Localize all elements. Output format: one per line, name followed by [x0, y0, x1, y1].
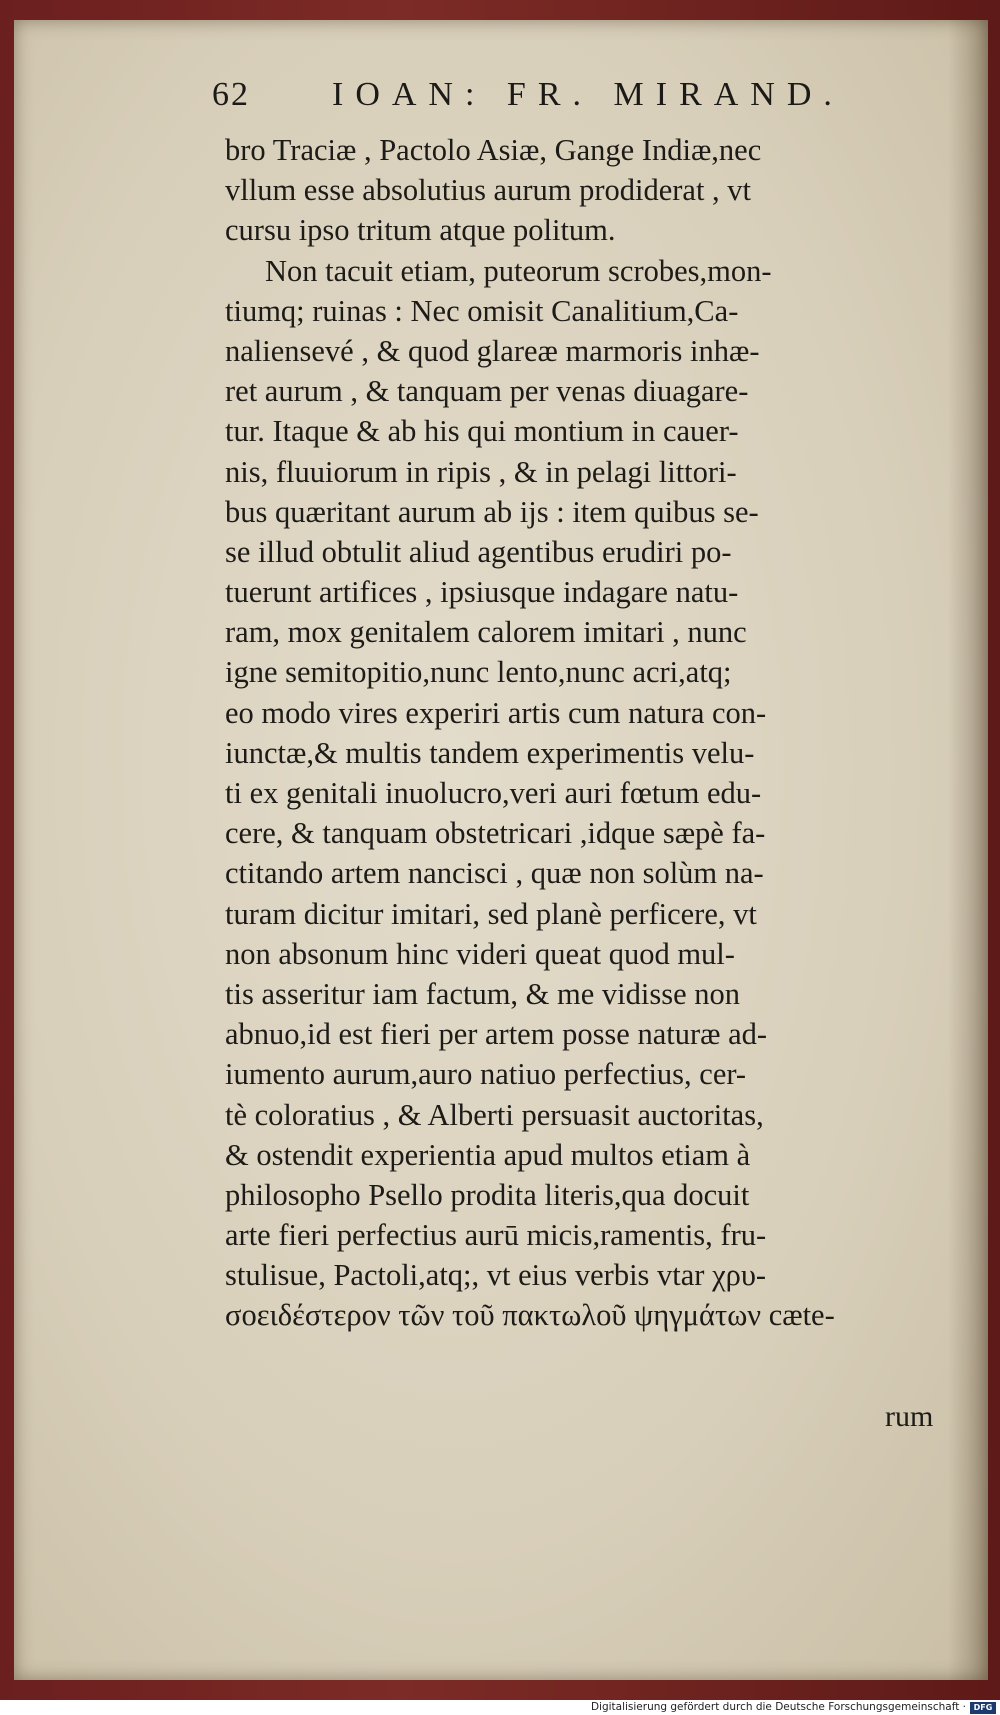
- text-line: igne semitopitio,nunc lento,nunc acri,atq;: [225, 655, 732, 690]
- dfg-logo: DFG: [970, 1702, 996, 1714]
- text-line: nis, fluuiorum in ripis , & in pelagi littori-: [225, 454, 737, 489]
- page-number: 62: [212, 76, 250, 113]
- text-line: se illud obtulit aliud agentibus erudiri po-: [225, 534, 732, 569]
- text-line: stulisue, Pactoli,atq;, vt eius verbis vtar χρυ-: [225, 1258, 767, 1293]
- text-line: arte fieri perfectius aurū micis,ramentis, fru-: [225, 1218, 767, 1253]
- text-line: naliensevé , & quod glareæ marmoris inhæ-: [225, 333, 760, 368]
- paragraph-start-line: Non tacuit etiam, puteorum scrobes,mon-: [265, 253, 772, 288]
- text-line: cere, & tanquam obstetricari ,idque sæpè fa-: [225, 816, 766, 851]
- digitization-footer: [0, 1701, 1000, 1715]
- text-line: ti ex genitali inuolucro,veri auri fœtum edu-: [225, 776, 762, 810]
- page-header: [212, 76, 932, 126]
- text-line: cursu ipso tritum atque politum.: [225, 213, 616, 248]
- text-line: tiumq; ruinas : Nec omisit Canalitium,Ca-: [225, 293, 739, 328]
- text-line: ctitando artem nancisci , quæ non solùm na-: [225, 856, 764, 891]
- text-line: tis asseritur iam factum, & me vidisse non: [225, 976, 741, 1011]
- text-line: iunctæ,& multis tandem experimentis velu-: [225, 735, 755, 770]
- text-line: tur. Itaque & ab his qui montium in cauer-: [225, 414, 739, 449]
- text-line: iumento aurum,auro natiuo perfectius, cer-: [225, 1057, 747, 1092]
- text-line: vllum esse absolutius aurum prodiderat , vt: [225, 173, 752, 208]
- text-line: non absonum hinc videri queat quod mul-: [225, 936, 735, 971]
- text-line: ret aurum , & tanquam per venas diuagare-: [225, 374, 749, 409]
- running-title: IOAN: FR. MIRAND.: [332, 76, 844, 113]
- greek-text-line: σοειδέστερον τῶν τοῦ πακτωλοῦ ψηγμάτων cæte-: [225, 1298, 835, 1333]
- text-line: bro Traciæ , Pactolo Asiæ, Gange Indiæ,nec: [225, 133, 762, 167]
- footer-credit: Digitalisierung gefördert durch die Deutsche Forschungsgemeinschaft ·: [590, 1701, 966, 1713]
- text-block: [225, 130, 935, 1336]
- text-line: eo modo vires experiri artis cum natura con-: [225, 695, 767, 730]
- text-line: & ostendit experientia apud multos etiam à: [225, 1137, 751, 1172]
- text-line: turam dicitur imitari, sed planè perficere, vt: [225, 896, 757, 931]
- text-line: ram, mox genitalem calorem imitari , nunc: [225, 615, 747, 650]
- text-line: tè coloratius , & Alberti persuasit auctoritas,: [225, 1097, 764, 1132]
- text-line: abnuo,id est fieri per artem posse naturæ ad-: [225, 1017, 768, 1052]
- text-line: bus quæritant aurum ab ijs : item quibus se-: [225, 494, 759, 529]
- text-line: tuerunt artifices , ipsiusque indagare natu-: [225, 575, 739, 610]
- catchword: rum: [885, 1400, 934, 1433]
- text-line: philosopho Psello prodita literis,qua docuit: [225, 1177, 750, 1212]
